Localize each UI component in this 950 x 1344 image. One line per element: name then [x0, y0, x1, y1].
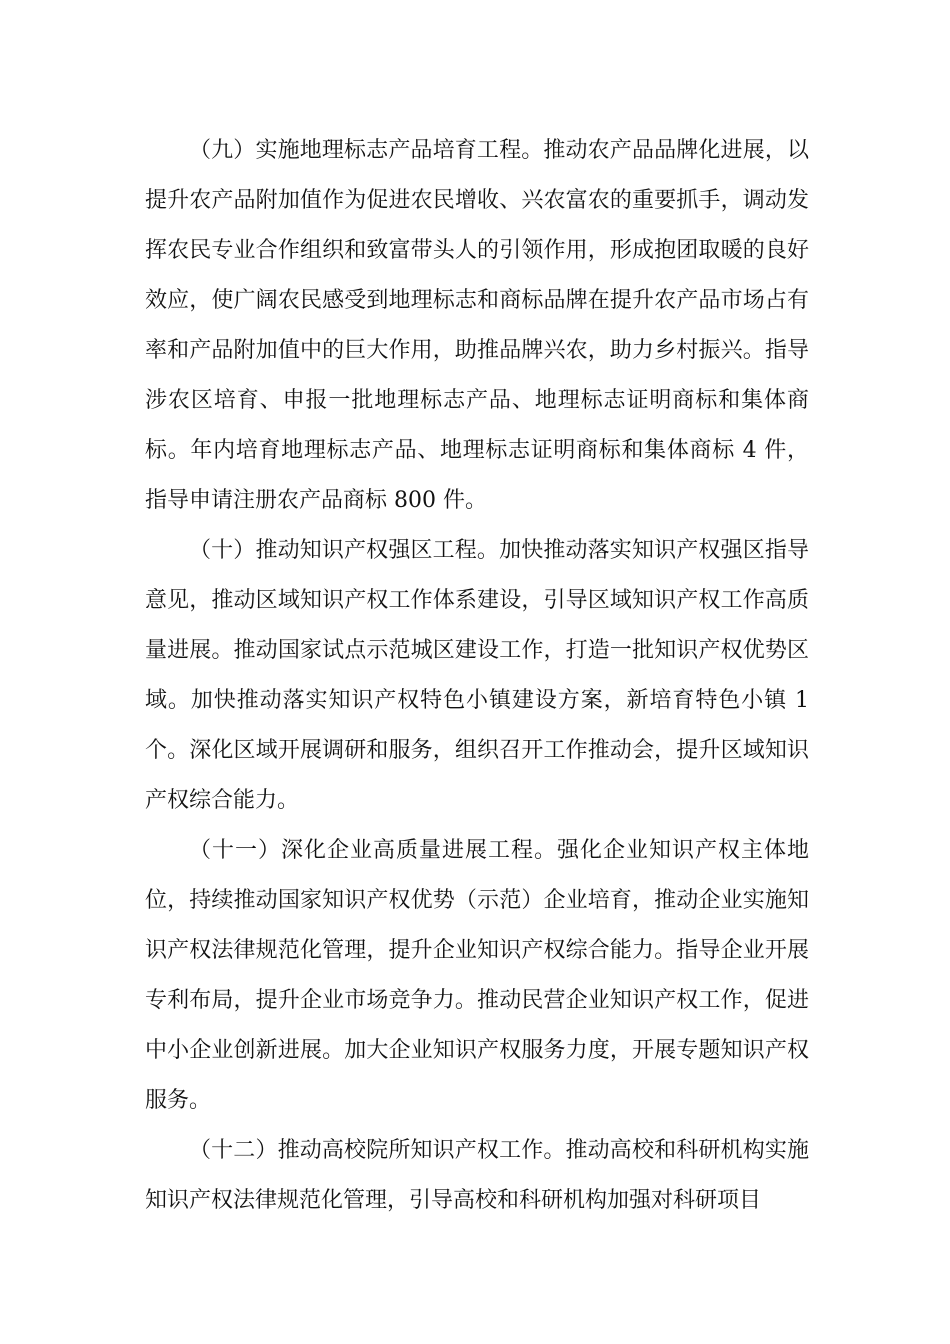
paragraph-geographical-indication: （九）实施地理标志产品培育工程。推动农产品品牌化进展，以提升农产品附加值作为促进农民增收、兴农富农的重要抓手，调动发挥农民专业合作组织和致富带头人的引领作用，形成抱团取暖的良好效应，使广阔农民感受到地理标志和商标品牌在提升农产品市场占有率和产品附加值中的巨大作用，助推品牌兴农，助力乡村振兴。指导涉农区培育、申报一批地理标志产品、地理标志证明商标和集体商标。年内培育地理标志产品、地理标志证明商标和集体商标 4 件，指导申请注册农产品商标 800 件。: [145, 138, 809, 513]
paragraph-universities-institutes: （十二）推动高校院所知识产权工作。推动高校和科研机构实施知识产权法律规范化管理，引导高校和科研机构加强对科研项目: [145, 1138, 809, 1213]
paragraph-enterprise-development: （十一）深化企业高质量进展工程。强化企业知识产权主体地位，持续推动国家知识产权优势（示范）企业培育，推动企业实施知识产权法律规范化管理，提升企业知识产权综合能力。指导企业开展专利布局，提升企业市场竞争力。推动民营企业知识产权工作，促进中小企业创新进展。加大企业知识产权服务力度，开展专题知识产权服务。: [145, 838, 809, 1113]
paragraph-ip-strong-district: （十）推动知识产权强区工程。加快推动落实知识产权强区指导意见，推动区域知识产权工作体系建设，引导区域知识产权工作高质量进展。推动国家试点示范城区建设工作，打造一批知识产权优势区域。加快推动落实知识产权特色小镇建设方案，新培育特色小镇 1 个。深化区域开展调研和服务，组织召开工作推动会，提升区域知识产权综合能力。: [145, 538, 809, 813]
document-body: [145, 126, 809, 1226]
